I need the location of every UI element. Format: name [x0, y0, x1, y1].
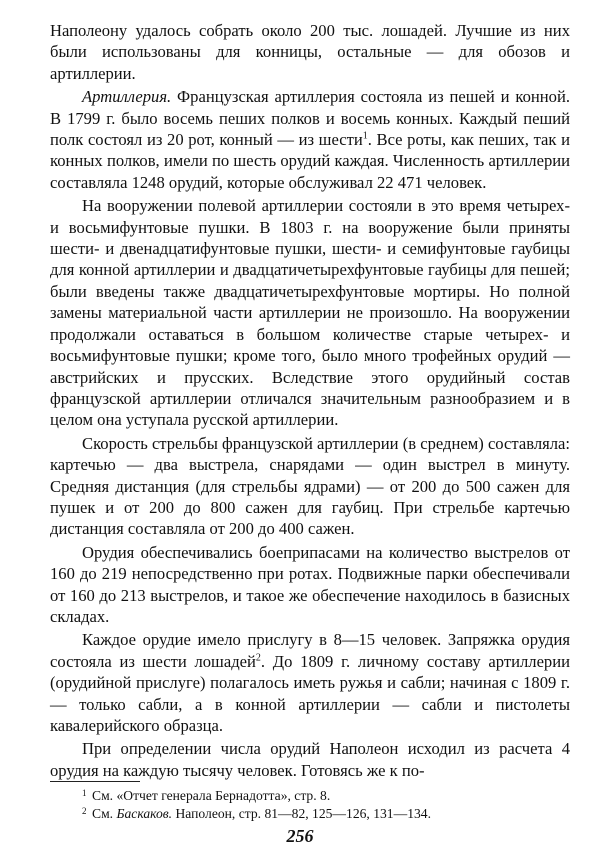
footnote-ref-1: 1 [362, 130, 368, 142]
footnote-2-author: Баскаков. [116, 806, 173, 821]
paragraph-1 [50, 20, 570, 84]
section-heading-artillery: Артиллерия. [82, 87, 172, 107]
body-text [50, 20, 570, 781]
paragraph-2 [50, 86, 570, 193]
paragraph-5 [50, 542, 570, 628]
paragraph-6-tail: . До 1809 г. личному составу артиллерии (орудийной прислуге) полагалось иметь ружья и сабли; начиная с 1809 г.— только сабли, а в конной артиллерии — сабли и пистолеты кавалерийского образца. [50, 651, 570, 735]
paragraph-7 [50, 738, 570, 781]
paragraph-1-text: Наполеону удалось собрать около 200 тыс. лошадей. Лучшие из них были использованы для конницы, остальные — для обозов и артиллерии. [50, 21, 570, 83]
paragraph-2-text: Французская артиллерия состояла из пешей и конной. В 1799 г. было восемь пеших полков и восемь конных. Каждый пеший полк состоял из 20 рот, конный — из шести [50, 87, 570, 150]
footnote-2-text: См. [92, 806, 117, 821]
paragraph-2-tail: . Все роты, как пеших, так и конных полков, имели по шесть орудий каждая. Численность артиллерии составляла 1248 орудий, которые обслуживал 22 471 человек. [50, 130, 570, 192]
footnote-1 [50, 787, 570, 805]
paragraph-7-text: При определении числа орудий Наполеон исходил из расчета 4 орудия на каждую тысячу человек. Готовясь же к по- [50, 739, 570, 780]
footnote-2 [50, 805, 570, 823]
footnote-1-mark: 1 [82, 788, 87, 798]
page-number: 256 [286, 826, 314, 846]
paragraph-4-text: Скорость стрельбы французской артиллерии (в среднем) составляла: картечью — два выстрела, снарядами — один выстрел в минуту. Средняя дистанция (для стрельбы ядрами) — от 200 до 500 сажен для пушек и от 200 до 800 сажен для гаубиц. При стрельбе картечью дистанция составляла от 200 до 400 сажен. [50, 433, 570, 539]
footnote-divider [50, 781, 140, 782]
paragraph-4 [50, 433, 570, 540]
paragraph-3 [50, 195, 570, 430]
footnote-2-mark: 2 [82, 806, 87, 816]
footnote-1-text: См. «Отчет генерала Бернадотта», стр. 8. [92, 788, 331, 803]
footnote-ref-2: 2 [255, 652, 261, 664]
paragraph-3-text: На вооружении полевой артиллерии состояли в это время четырех- и восьмифунтовые пушки. В 1803 г. на вооружение были приняты шести- и двенадцатифунтовые пушки, шести- и семифунтовые гаубицы для конной артиллерии и двадцатичетырехфунтовые гаубицы для пешей; были введены также двадцатичетырехфунтовые мортиры. Но полной замены материальной части артиллерии не произошло. На вооружении продолжали оставаться в большом количестве старые четырех- и восьмифунтовые пушки; кроме того, было много трофейных орудий — австрийских и прусских. Вследствие этого орудийный состав французской артиллерии отличался значительным разнообразием и в целом она уступала русской артиллерии. [50, 196, 570, 430]
paragraph-6-text: Каждое орудие имело прислугу в 8—15 человек. Запряжка орудия состояла из шести лошадей [50, 630, 570, 671]
paragraph-5-text: Орудия обеспечивались боеприпасами на количество выстрелов от 160 до 219 непосредственно при ротах. Подвижные парки обеспечивали от 160 до 213 выстрелов, и такое же обеспечение находилось в базисных складах. [50, 542, 570, 626]
footnotes [50, 787, 570, 823]
footnote-2-source: Наполеон, стр. 81—82, 125—126, 131—134. [172, 806, 431, 821]
paragraph-6 [50, 629, 570, 736]
